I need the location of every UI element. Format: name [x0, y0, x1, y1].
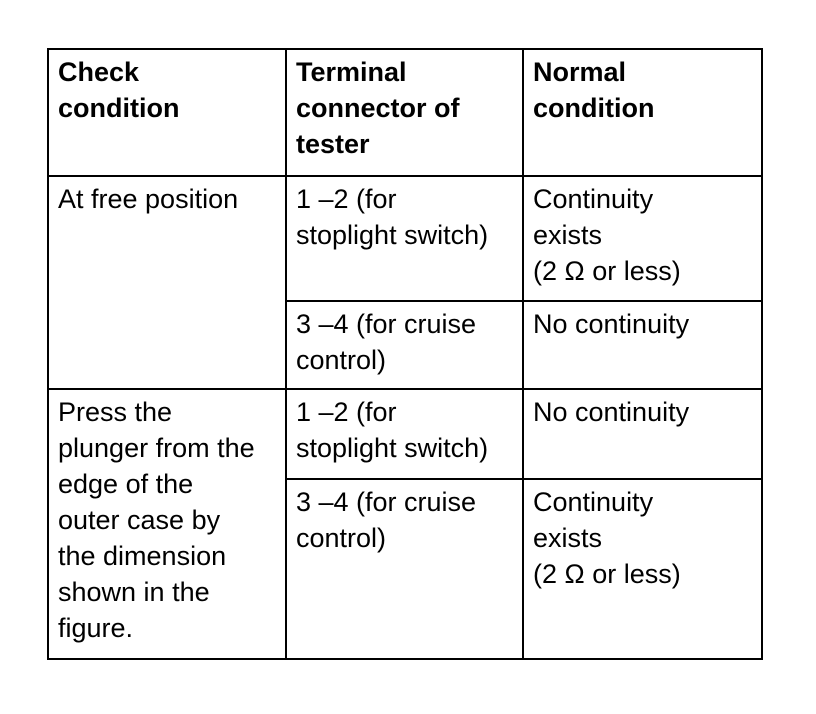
terminal-cell: 1 –2 (for stoplight switch) — [286, 389, 523, 479]
terminal-cell: 1 –2 (for stoplight switch) — [286, 176, 523, 301]
inspection-table — [47, 48, 763, 660]
header-terminal-connector: Terminal connector of tester — [286, 49, 523, 176]
normal-condition-cell: No continuity — [523, 301, 762, 389]
check-condition-cell: At free position — [48, 176, 286, 389]
header-row — [48, 49, 762, 176]
normal-condition-cell: No continuity — [523, 389, 762, 479]
table-row — [48, 389, 762, 479]
check-condition-cell: Press the plunger from the edge of the outer case by the dimension shown in the figure. — [48, 389, 286, 659]
normal-condition-cell: Continuity exists (2 Ω or less) — [523, 176, 762, 301]
terminal-cell: 3 –4 (for cruise control) — [286, 301, 523, 389]
header-normal-condition: Normal condition — [523, 49, 762, 176]
normal-condition-cell: Continuity exists (2 Ω or less) — [523, 479, 762, 659]
header-check-condition: Check condition — [48, 49, 286, 176]
table-row — [48, 176, 762, 301]
terminal-cell: 3 –4 (for cruise control) — [286, 479, 523, 659]
